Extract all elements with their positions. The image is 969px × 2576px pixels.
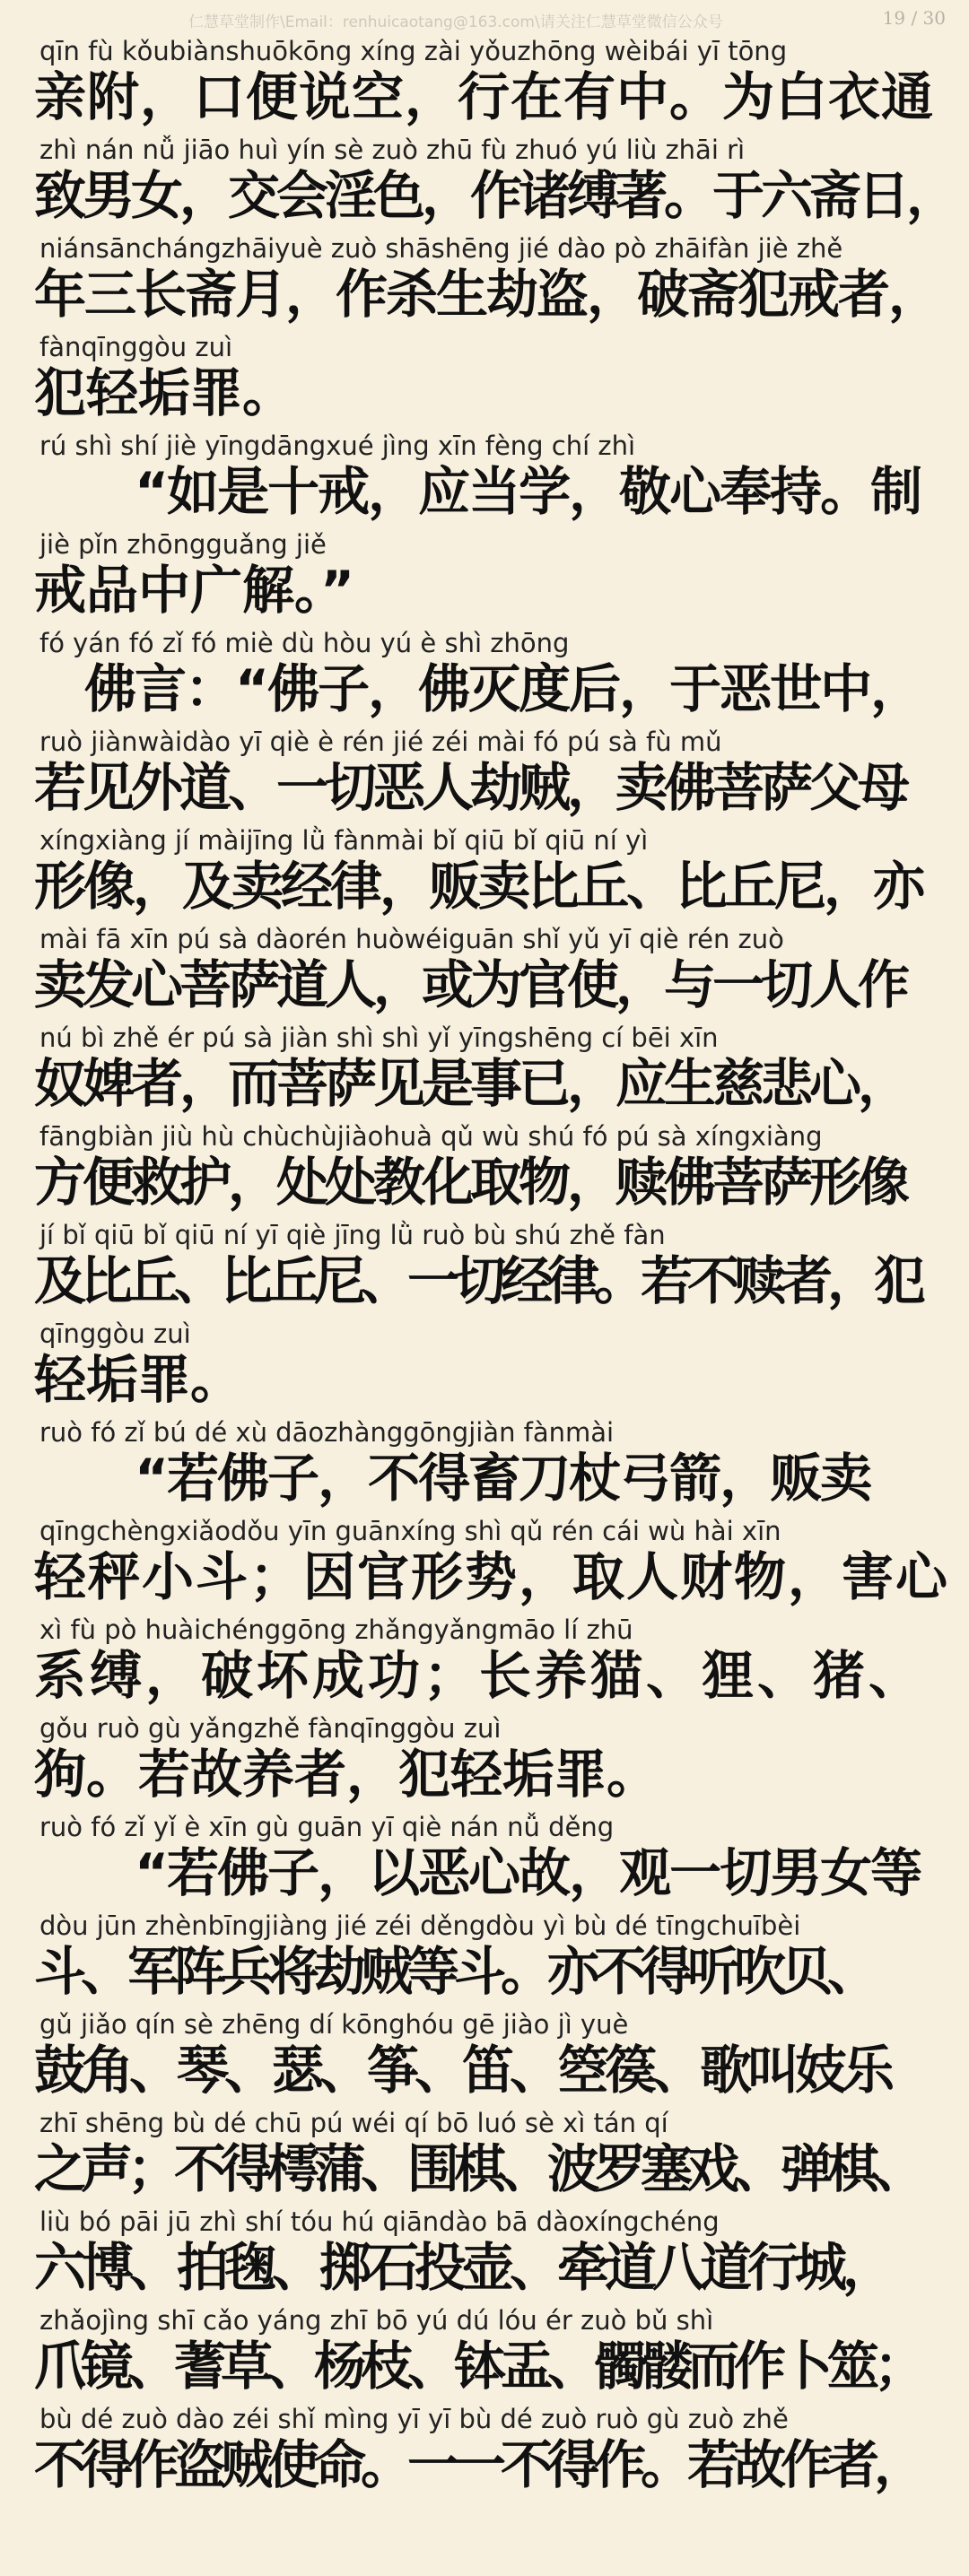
line-12 [0,1119,969,1218]
line-1 [0,34,969,133]
line-11 [0,1021,969,1119]
text-line: 爪镜、蓍草、杨枝、钵盂、髑髅而作卜筮； [34,2336,921,2397]
pinyin-line: gǔ jiǎo qín sè zhēng dí kōnghóu gē jiào jì yuè [39,2009,629,2040]
text-line: 亲附，口便说空，行在有中。为白衣通 [34,66,935,127]
line-3 [0,231,969,330]
line-25 [0,2402,969,2501]
pinyin-line: fànqīnggòu zuì [39,332,233,362]
page-indicator: 19 / 30 [882,7,946,29]
text-line: 佛言：“佛子，佛灭度后，于恶世中， [34,658,921,719]
text-line: 不得作盗贼使命。一一不得作。若故作者， [34,2434,921,2495]
text-line: 系缚，破坏成功；长养猫、狸、猪、 [34,1645,925,1706]
page-header [0,5,969,34]
pinyin-line: qīnggòu zuì [39,1318,191,1349]
text-line: 方便救护，处处教化取物，赎佛菩萨形像 [34,1152,907,1213]
pinyin-line: fó yán fó zǐ fó miè dù hòu yú è shì zhōng [39,628,570,658]
text-line: 年三长斋月，作杀生劫盗，破斋犯戒者， [34,264,939,325]
line-5 [0,429,969,527]
text-line: 犯轻垢罪。 [34,362,295,423]
pinyin-line: jí bǐ qiū bǐ qiū ní yī qiè jīng lǜ ruò bù shú zhě fàn [39,1220,666,1250]
line-23 [0,2205,969,2303]
text-line: 狗。若故养者，犯轻垢罪。 [34,1744,659,1805]
text-line: “若佛子，不得畜刀杖弓箭，贩卖 [34,1448,871,1509]
pinyin-line: xíngxiàng jí màijīng lǜ fànmài bǐ qiū bǐ qiū ní yì [39,825,649,856]
text-line: 卖发心菩萨道人，或为官使，与一切人作 [34,954,907,1015]
text-line: 六博、拍毱、掷石投壶、牵道八道行城， [34,2237,891,2298]
text-line: “如是十戒，应当学，敬心奉持。制 [34,461,921,522]
line-14 [0,1317,969,1415]
pinyin-line: niánsānchángzhāiyuè zuò shāshēng jié dào pò zhāifàn jiè zhě [39,233,843,264]
text-line: 鼓角、琴、瑟、筝、笛、箜篌、歌叫妓乐 [34,2040,891,2101]
pinyin-line: zhǎojìng shī cǎo yáng zhī bō yú dú lóu ér zuò bǔ shì [39,2305,714,2336]
text-line: 之声；不得樗蒲、围棋、波罗塞戏、弹棋、 [34,2138,921,2199]
line-22 [0,2106,969,2205]
line-20 [0,1909,969,2007]
pinyin-line: gǒu ruò gù yǎngzhě fànqīnggòu zuì [39,1713,502,1744]
line-10 [0,922,969,1021]
pinyin-line: ruò fó zǐ yǐ è xīn gù guān yī qiè nán nǚ děng [39,1812,615,1842]
pinyin-line: nú bì zhě ér pú sà jiàn shì shì yǐ yīngshēng cí bēi xīn [39,1023,719,1053]
pinyin-line: xì fù pò huàichénggōng zhǎngyǎngmāo lí zhū [39,1614,633,1645]
line-2 [0,133,969,231]
text-line: 轻垢罪。 [34,1349,243,1410]
text-line: “若佛子，以恶心故，观一切男女等 [34,1842,921,1903]
producer-note: 仁慧草堂制作\Email：renhuicaotang@163.com\请关注仁慧草堂微信公众号 [188,13,723,31]
pinyin-line: jiè pǐn zhōngguǎng jiě [39,529,327,560]
line-16 [0,1514,969,1613]
line-7 [0,626,969,725]
text-line: 若见外道、一切恶人劫贼，卖佛菩萨父母 [34,757,907,818]
line-21 [0,2007,969,2106]
text-line: 形像，及卖经律，贩卖比丘、比丘尼，亦 [34,856,923,917]
line-15 [0,1415,969,1514]
pinyin-line: liù bó pāi jū zhì shí tóu hú qiāndào bā dàoxíngchéng [39,2206,720,2237]
pinyin-line: ruò fó zǐ bú dé xù dāozhànggōngjiàn fànmài [39,1417,615,1448]
line-8 [0,725,969,823]
pinyin-line: zhì nán nǚ jiāo huì yín sè zuò zhū fù zhuó yú liù zhāi rì [39,135,746,165]
pinyin-line: fāngbiàn jiù hù chùchùjiàohuà qǔ wù shú fó pú sà xíngxiàng [39,1121,823,1152]
pinyin-line: rú shì shí jiè yīngdāngxué jìng xīn fèng chí zhì [39,431,636,461]
pinyin-line: qīngchèngxiǎodǒu yīn guānxíng shì qǔ rén cái wù hài xīn [39,1516,781,1546]
line-17 [0,1613,969,1711]
text-line: 及比丘、比丘尼、一切经律。若不赎者，犯 [34,1250,921,1311]
text-line: 斗、军阵兵将劫贼等斗。亦不得听吹贝、 [34,1941,875,2002]
pinyin-line: mài fā xīn pú sà dàorén huòwéiguān shǐ yǔ yī qiè rén zuò [39,924,784,954]
text-line: 戒品中广解。” [34,560,355,621]
text-line: 轻秤小斗；因官形势，取人财物，害心 [34,1546,950,1607]
line-6 [0,527,969,626]
line-24 [0,2303,969,2402]
line-19 [0,1810,969,1909]
text-line: 奴婢者，而菩萨见是事已，应生慈悲心， [34,1053,907,1114]
line-18 [0,1711,969,1810]
pinyin-line: bù dé zuò dào zéi shǐ mìng yī yī bù dé zuò ruò gù zuò zhě [39,2404,789,2434]
line-9 [0,823,969,922]
line-13 [0,1218,969,1317]
line-4 [0,330,969,429]
pinyin-line: qīn fù kǒubiànshuōkōng xíng zài yǒuzhōng wèibái yī tōng [39,36,788,66]
pinyin-line: ruò jiànwàidào yī qiè è rén jié zéi mài fó pú sà fù mǔ [39,727,722,757]
pinyin-line: zhī shēng bù dé chū pú wéi qí bō luó sè xì tán qí [39,2108,668,2138]
pinyin-line: dòu jūn zhènbīngjiàng jié zéi děngdòu yì bù dé tīngchuībèi [39,1910,801,1941]
text-line: 致男女，交会淫色，作诸缚著。于六斋日， [34,165,956,226]
